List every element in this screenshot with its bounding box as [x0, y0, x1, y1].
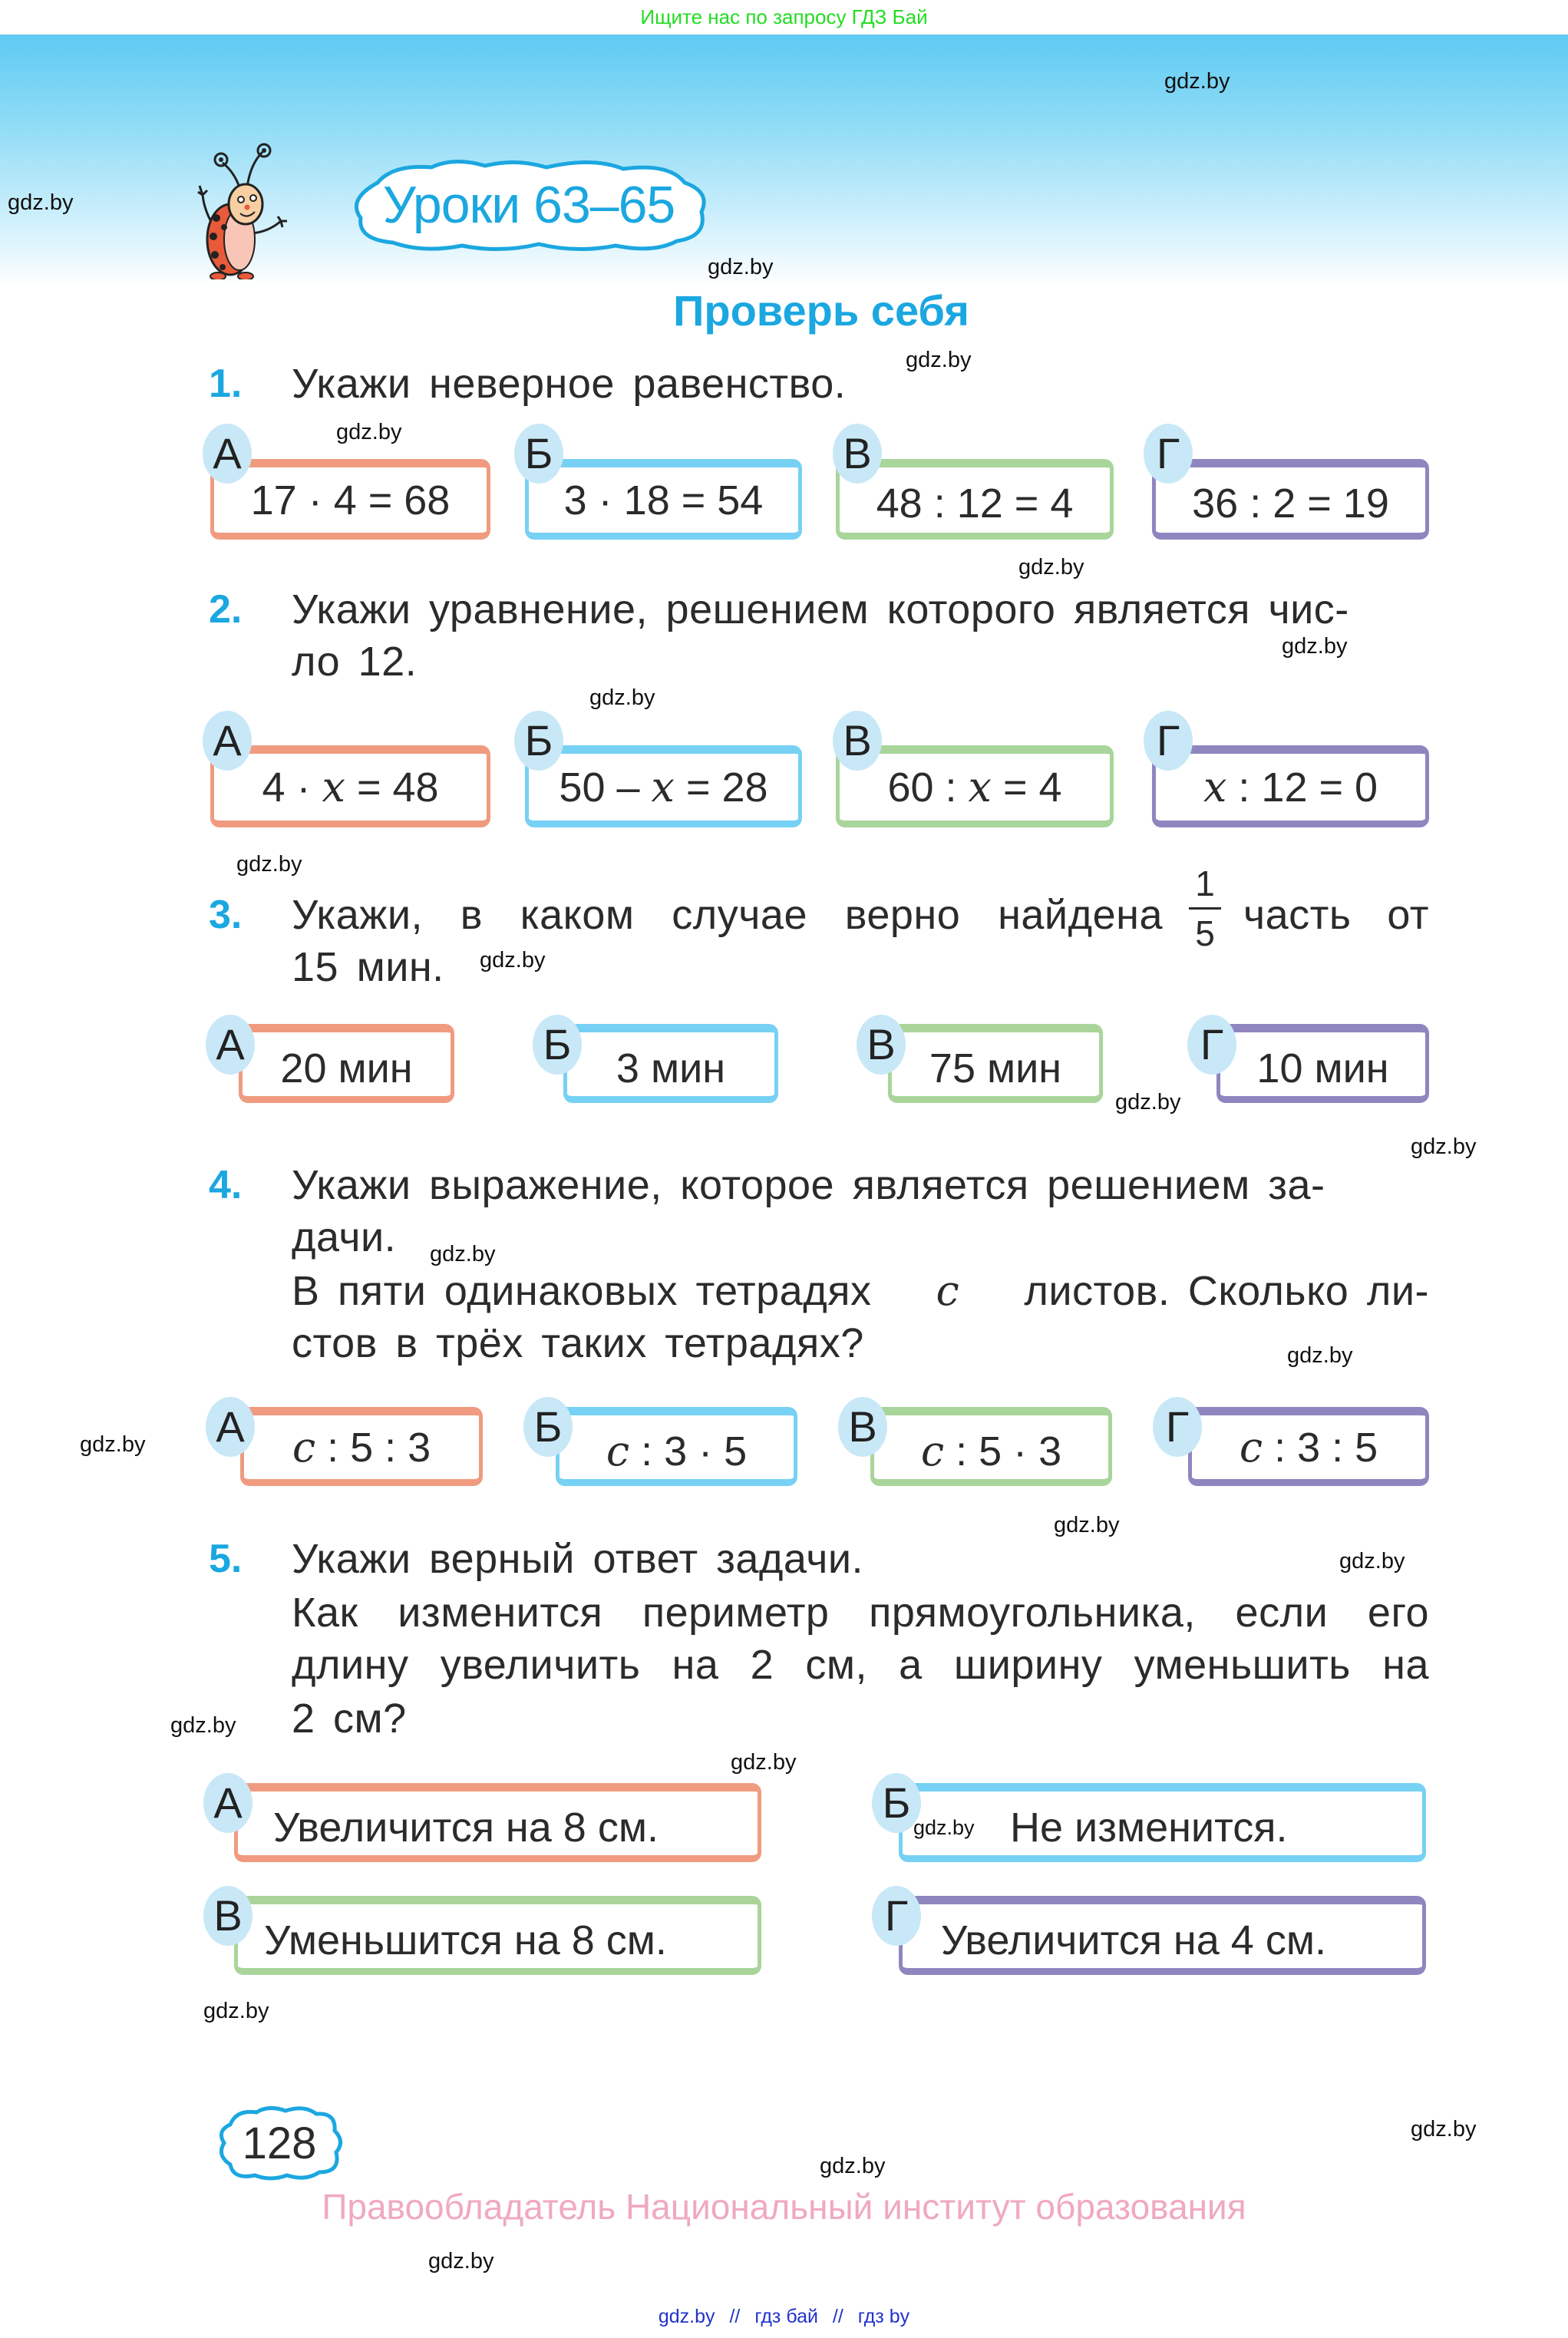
- option-box-b[interactable]: [563, 1024, 778, 1103]
- watermark: gdz.by: [1018, 555, 1084, 580]
- option-box-a[interactable]: [240, 1407, 483, 1486]
- option-text: 4 · x = 48: [262, 763, 439, 811]
- option-text: 3 мин: [616, 1045, 726, 1091]
- option-label-b: Б: [533, 1015, 582, 1075]
- watermark: gdz.by: [708, 255, 774, 279]
- footer-link-gdz-bai[interactable]: гдз бай: [754, 2306, 818, 2327]
- option-text: Увеличится на 4 см.: [941, 1917, 1326, 1963]
- option-box-g[interactable]: [899, 1896, 1426, 1975]
- watermark: gdz.by: [203, 1999, 269, 2023]
- option-text: 48 : 12 = 4: [876, 480, 1074, 527]
- option-label-a: А: [206, 1397, 255, 1457]
- option-text: 20 мин: [280, 1045, 413, 1091]
- question-text: Укажи выражение, которое является решением за-: [292, 1162, 1325, 1208]
- option-text: 10 мин: [1256, 1045, 1389, 1091]
- option-box-g[interactable]: [1152, 459, 1429, 540]
- watermark: gdz.by: [480, 948, 546, 973]
- option-label-v: В: [833, 424, 882, 484]
- watermark: gdz.by: [336, 420, 402, 444]
- footer-separator: //: [729, 2306, 741, 2327]
- option-box-g[interactable]: [1188, 1407, 1429, 1486]
- option-label-b: Б: [514, 424, 563, 484]
- option-box-g[interactable]: [1152, 745, 1429, 827]
- option-text: c : 5 · 3: [920, 1427, 1062, 1475]
- question-text: В пяти одинаковых тетрадях c листов. Сколько ли-: [292, 1265, 1429, 1317]
- option-text: x : 12 = 0: [1203, 763, 1378, 811]
- question-text: длину увеличить на 2 см, а ширину уменьшить на: [292, 1642, 1429, 1688]
- option-box-b[interactable]: [525, 459, 802, 540]
- question-number: 5.: [209, 1537, 243, 1581]
- question-text: Укажи верный ответ задачи.: [292, 1536, 864, 1582]
- option-text: Уменьшится на 8 см.: [264, 1917, 667, 1963]
- option-label-g: Г: [872, 1886, 921, 1946]
- option-label-b: Б: [523, 1397, 573, 1457]
- option-text: Увеличится на 8 см.: [273, 1804, 659, 1851]
- option-label-a: А: [203, 424, 252, 484]
- question-text: 2 см?: [292, 1696, 407, 1742]
- question-text: Укажи неверное равенство.: [292, 361, 847, 407]
- watermark: gdz.by: [170, 1713, 236, 1738]
- option-text: 50 – x = 28: [559, 763, 768, 811]
- option-label-g: Г: [1187, 1015, 1236, 1075]
- option-box-b[interactable]: [525, 745, 802, 827]
- watermark: gdz.by: [820, 2154, 886, 2178]
- option-box-b[interactable]: [556, 1407, 797, 1486]
- question-text: часть от: [1243, 892, 1429, 938]
- option-box-a[interactable]: [239, 1024, 454, 1103]
- watermark: gdz.by: [589, 685, 655, 710]
- watermark: gdz.by: [1282, 634, 1348, 659]
- question-text: Укажи, в каком случае верно найдена: [292, 892, 1163, 938]
- copyright-notice: Правообладатель Национальный институт образования: [322, 2187, 1246, 2227]
- question-text: Укажи уравнение, решением которого является чис-: [292, 586, 1349, 632]
- option-label-b: Б: [514, 711, 563, 771]
- variable-c: c: [936, 1266, 960, 1315]
- fraction-one-fifth: 1 5: [1186, 866, 1224, 951]
- watermark: gdz.by: [1287, 1343, 1353, 1368]
- option-label-g: Г: [1144, 711, 1193, 771]
- option-label-v: В: [838, 1397, 887, 1457]
- watermark: gdz.by: [906, 348, 972, 372]
- page-number-cloud: [213, 2105, 345, 2181]
- option-box-v[interactable]: [836, 459, 1114, 540]
- option-text: 60 : x = 4: [887, 763, 1062, 811]
- lesson-title: Уроки 63–65: [382, 176, 675, 234]
- option-label-g: Г: [1153, 1397, 1202, 1457]
- option-text: 36 : 2 = 19: [1192, 480, 1389, 527]
- footer-link-gdz-by[interactable]: gdz.by: [658, 2306, 715, 2327]
- footer-link-gdz-by-cyr[interactable]: гдз by: [857, 2306, 910, 2327]
- option-box-v[interactable]: [888, 1024, 1103, 1103]
- watermark: gdz.by: [1411, 1134, 1477, 1159]
- option-label-v: В: [203, 1886, 253, 1946]
- option-box-b[interactable]: [899, 1783, 1426, 1862]
- option-text: c : 5 : 3: [292, 1423, 431, 1471]
- option-label-a: А: [203, 711, 252, 771]
- question-number: 1.: [209, 362, 243, 406]
- watermark: gdz.by: [428, 2249, 494, 2274]
- option-text: 17 · 4 = 68: [250, 477, 451, 523]
- page-number: 128: [242, 2118, 317, 2168]
- option-box-v[interactable]: [870, 1407, 1112, 1486]
- watermark: gdz.by: [430, 1242, 496, 1266]
- question-text: 15 мин.: [292, 944, 444, 990]
- option-box-a[interactable]: [234, 1783, 761, 1862]
- watermark: gdz.by: [1115, 1090, 1181, 1115]
- watermark: gdz.by: [80, 1432, 146, 1457]
- option-label-g: Г: [1144, 424, 1193, 484]
- question-number: 2.: [209, 587, 243, 632]
- option-label-a: А: [203, 1773, 253, 1833]
- footer-separator: //: [832, 2306, 843, 2327]
- watermark: gdz.by: [1054, 1513, 1120, 1537]
- question-number: 4.: [209, 1163, 243, 1207]
- option-label-v: В: [833, 711, 882, 771]
- watermark: gdz.by: [8, 190, 74, 215]
- lesson-title-cloud: [347, 157, 711, 253]
- watermark: gdz.by: [1164, 69, 1230, 94]
- option-text: 3 · 18 = 54: [563, 477, 764, 523]
- ladybug-mascot-icon: [192, 141, 299, 279]
- watermark: gdz.by: [913, 1816, 975, 1839]
- option-text: 75 мин: [929, 1045, 1062, 1091]
- watermark: gdz.by: [1411, 2117, 1477, 2142]
- watermark: gdz.by: [731, 1750, 797, 1775]
- question-text: стов в трёх таких тетрадях?: [292, 1320, 864, 1366]
- option-text: Не изменится.: [1010, 1804, 1288, 1851]
- option-box-a[interactable]: [210, 745, 490, 827]
- question-number: 3.: [209, 893, 243, 937]
- option-label-b: Б: [872, 1773, 921, 1833]
- option-label-a: А: [206, 1015, 255, 1075]
- question-text: ло 12.: [292, 639, 418, 685]
- question-text: Как изменится периметр прямоугольника, если его: [292, 1590, 1429, 1636]
- option-box-a[interactable]: [210, 459, 490, 540]
- footer-links: [0, 2306, 1568, 2328]
- option-text: c : 3 : 5: [1239, 1423, 1378, 1471]
- option-box-g[interactable]: [1216, 1024, 1429, 1103]
- section-title: Проверь себя: [673, 286, 969, 335]
- option-text: c : 3 · 5: [606, 1427, 748, 1475]
- option-label-v: В: [857, 1015, 906, 1075]
- watermark: gdz.by: [236, 852, 302, 877]
- question-text: дачи.: [292, 1214, 397, 1260]
- watermark: gdz.by: [1339, 1549, 1405, 1574]
- option-box-v[interactable]: [234, 1896, 761, 1975]
- search-banner: Ищите нас по запросу ГДЗ Бай: [0, 0, 1568, 35]
